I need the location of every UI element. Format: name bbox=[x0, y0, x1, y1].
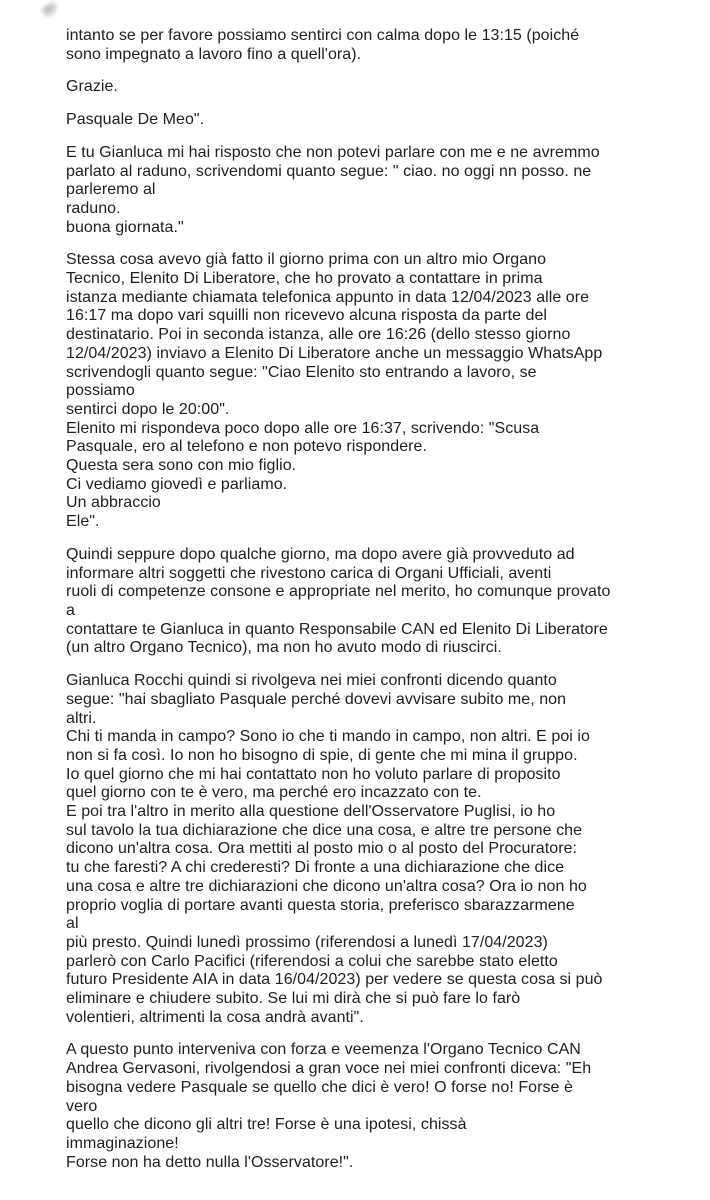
paragraph bbox=[66, 111, 666, 130]
text-line: Tecnico, Elenito Di Liberatore, che ho provato a contattare in prima bbox=[66, 270, 543, 288]
text-line: futuro Presidente AIA in data 16/04/2023) per vedere se questa cosa si può bbox=[66, 971, 603, 989]
text-line: Quindi seppure dopo qualche giorno, ma dopo avere già provveduto ad bbox=[66, 545, 575, 563]
text-line: più presto. Quindi lunedì prossimo (riferendosi a lunedì 17/04/2023) bbox=[66, 933, 548, 951]
text-line: Un abbraccio bbox=[66, 494, 161, 512]
text-line: E tu Gianluca mi hai risposto che non potevi parlare con me e ne avremmo bbox=[66, 143, 600, 161]
text-line: Ci vediamo giovedì e parliamo. bbox=[66, 475, 288, 493]
text-line: altri. bbox=[66, 709, 97, 727]
text-line: buona giornata." bbox=[66, 218, 184, 236]
text-line: parlerò con Carlo Pacifici (riferendosi a colui che sarebbe stato eletto bbox=[66, 952, 558, 970]
text-line: immaginazione! bbox=[66, 1134, 179, 1152]
text-line: Grazie. bbox=[66, 78, 118, 96]
document-text-body bbox=[66, 27, 666, 1186]
text-line: Pasquale De Meo". bbox=[66, 111, 205, 129]
paragraph bbox=[66, 27, 666, 64]
text-line: istanza mediante chiamata telefonica appunto in data 12/04/2023 alle ore bbox=[66, 288, 590, 306]
text-line: quel giorno con te è vero, ma perché ero incazzato con te. bbox=[66, 784, 482, 802]
text-line: ruoli di competenze consone e appropriate nel merito, ho comunque provato bbox=[66, 583, 611, 601]
text-line: sono impegnato a lavoro fino a quell'ora). bbox=[66, 45, 362, 63]
text-line: destinatario. Poi in seconda istanza, alle ore 16:26 (dello stesso giorno bbox=[66, 326, 571, 344]
text-line: parlato al raduno, scrivendomi quanto segue: " ciao. no oggi nn posso. ne bbox=[66, 162, 592, 180]
text-line: (un altro Organo Tecnico), ma non ho avuto modo di riuscirci. bbox=[66, 639, 502, 657]
text-line: Ele". bbox=[66, 513, 100, 531]
text-line: A questo punto interveniva con forza e veemenza l'Organo Tecnico CAN bbox=[66, 1041, 581, 1059]
text-line: eliminare e chiudere subito. Se lui mi dirà che si può fare lo farò bbox=[66, 990, 521, 1008]
paragraph bbox=[66, 78, 666, 97]
text-line: Forse non ha detto nulla l'Osservatore!". bbox=[66, 1153, 354, 1171]
text-line: 12/04/2023) inviavo a Elenito Di Liberatore anche un messaggio WhatsApp bbox=[66, 344, 603, 362]
text-line: al bbox=[66, 915, 79, 933]
text-line: Io quel giorno che mi hai contattato non ho voluto parlare di proposito bbox=[66, 765, 561, 783]
text-line: volentieri, altrimenti la cosa andrà avanti". bbox=[66, 1008, 364, 1026]
text-line: a bbox=[66, 601, 75, 619]
text-line: Andrea Gervasoni, rivolgendosi a gran voce nei miei confronti diceva: "Eh bbox=[66, 1060, 592, 1078]
text-line: quello che dicono gli altri tre! Forse è una ipotesi, chissà bbox=[66, 1116, 467, 1134]
text-line: Elenito mi rispondeva poco dopo alle ore 16:37, scrivendo: "Scusa bbox=[66, 419, 540, 437]
text-line: scrivendogli quanto segue: "Ciao Elenito sto entrando a lavoro, se bbox=[66, 363, 537, 381]
text-line: vero bbox=[66, 1097, 98, 1115]
text-line: sentirci dopo le 20:00". bbox=[66, 400, 230, 418]
text-line: possiamo bbox=[66, 382, 135, 400]
text-line: tu che faresti? A chi crederesti? Di fronte a una dichiarazione che dice bbox=[66, 859, 565, 877]
paragraph bbox=[66, 251, 666, 532]
paragraph bbox=[66, 144, 666, 238]
paragraph bbox=[66, 672, 666, 1027]
paragraph bbox=[66, 1041, 666, 1172]
text-line: informare altri soggetti che rivestono carica di Organi Ufficiali, aventi bbox=[66, 564, 552, 582]
scan-smudge-artifact bbox=[40, 0, 62, 20]
text-line: intanto se per favore possiamo sentirci con calma dopo le 13:15 (poiché bbox=[66, 27, 580, 44]
text-line: una cosa e altre tre dichiarazioni che dicono un'altra cosa? Ora io non ho bbox=[66, 877, 587, 895]
text-line: proprio voglia di portare avanti questa storia, preferisco sbarazzarmene bbox=[66, 896, 575, 914]
text-line: contattare te Gianluca in quanto Responsabile CAN ed Elenito Di Liberatore bbox=[66, 620, 608, 638]
text-line: parleremo al bbox=[66, 181, 156, 199]
text-line: Gianluca Rocchi quindi si rivolgeva nei miei confronti dicendo quanto bbox=[66, 672, 557, 690]
text-line: Pasquale, ero al telefono e non potevo rispondere. bbox=[66, 438, 427, 456]
text-line: raduno. bbox=[66, 199, 121, 217]
text-line: Stessa cosa avevo già fatto il giorno prima con un altro mio Organo bbox=[66, 251, 547, 269]
text-line: non si fa così. Io non ho bisogno di spie, di gente che mi mina il gruppo. bbox=[66, 746, 578, 764]
paragraph bbox=[66, 546, 666, 658]
text-line: 16:17 ma dopo vari squilli non ricevevo alcuna risposta da parte del bbox=[66, 307, 548, 325]
text-line: E poi tra l'altro in merito alla questione dell'Osservatore Puglisi, io ho bbox=[66, 803, 556, 821]
text-line: segue: "hai sbagliato Pasquale perché dovevi avvisare subito me, non bbox=[66, 690, 567, 708]
text-line: bisogna vedere Pasquale se quello che dici è vero! O forse no! Forse è bbox=[66, 1078, 573, 1096]
text-line: Questa sera sono con mio figlio. bbox=[66, 457, 297, 475]
text-line: Chi ti manda in campo? Sono io che ti mando in campo, non altri. E poi io bbox=[66, 728, 590, 746]
text-line: dicono un'altra cosa. Ora mettiti al posto mio o al posto del Procuratore: bbox=[66, 840, 578, 858]
text-line: sul tavolo la tua dichiarazione che dice una cosa, e altre tre persone che bbox=[66, 821, 583, 839]
